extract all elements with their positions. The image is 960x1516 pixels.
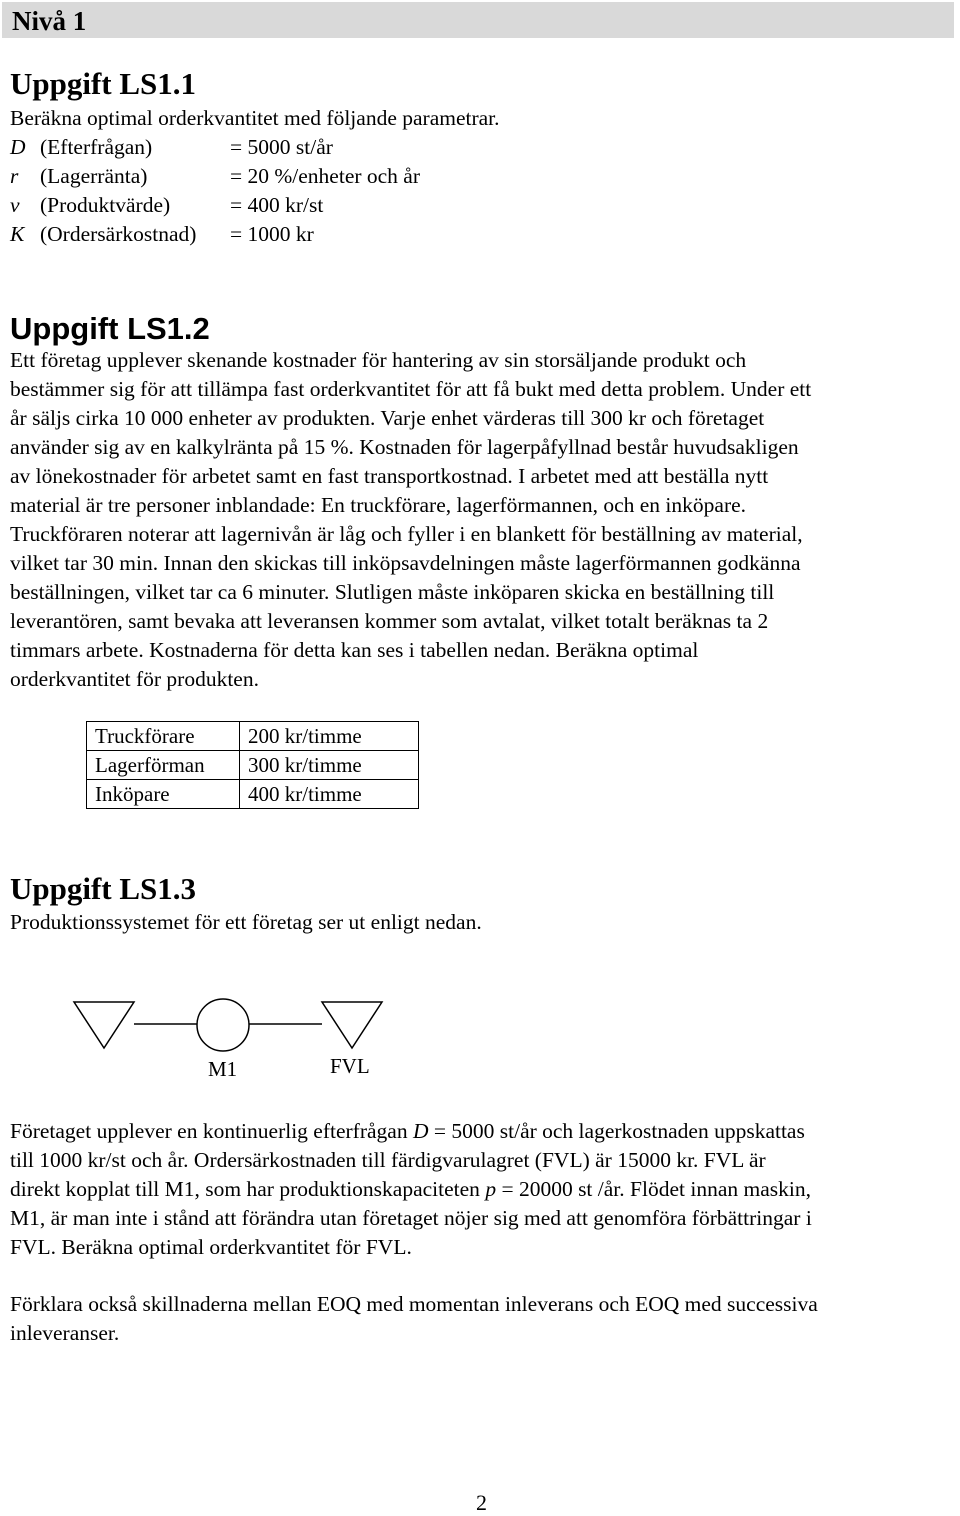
body-line: beställningen, vilket tar ca 6 minuter. Slutligen måste inköparen skicka en beställning till [10,580,775,604]
ls13-intro: Produktionssystemet för ett företag ser ut enligt nedan. [10,910,482,934]
body-line: Förklara också skillnaderna mellan EOQ med momentan inleverans och EOQ med successiva [10,1292,818,1316]
body-line: material är tre personer inblandade: En truckförare, lagerförmannen, och en inköpare. [10,493,747,517]
body-line: direkt kopplat till M1, som har produktionskapaciteten p = 20000 st /år. Flödet innan maskin, [10,1177,811,1201]
param-symbol: D [10,135,26,159]
role-cell: Truckförare [87,722,240,751]
param-value: = 20 %/enheter och år [230,164,421,188]
heading-ls13: Uppgift LS1.3 [10,871,197,906]
raw-stock-triangle-icon [74,1002,134,1048]
rate-cell: 200 kr/timme [240,722,419,751]
role-cell: Inköpare [87,780,240,809]
param-symbol: r [10,164,19,188]
param-row [10,162,420,191]
body-line: av lönekostnader för arbetet samt en fast transportkostnad. I arbetet med att beställa nytt [10,464,769,488]
heading-ls11: Uppgift LS1.1 [10,66,197,101]
fvl-stock-triangle-icon [322,1002,382,1048]
ls11-intro: Beräkna optimal orderkvantitet med följande parametrar. [10,106,500,130]
param-value: = 1000 kr [230,222,314,246]
page-number: 2 [476,1490,487,1515]
param-description: (Lagerränta) [40,164,148,188]
heading-ls12: Uppgift LS1.2 [10,311,210,346]
body-line: till 1000 kr/st och år. Ordersärkostnaden till färdigvarulagret (FVL) är 15000 kr. FVL är [10,1148,766,1172]
body-line: Ett företag upplever skenande kostnader för hantering av sin storsäljande produkt och [10,348,747,372]
table-row [87,780,419,809]
table-row [87,722,419,751]
param-row [10,191,323,220]
body-line: FVL. Beräkna optimal orderkvantitet för FVL. [10,1235,412,1259]
param-value: = 400 kr/st [230,193,324,217]
body-line: Företaget upplever en kontinuerlig efterfrågan D = 5000 st/år och lagerkostnaden uppskattas [10,1119,805,1143]
stock-label: FVL [330,1054,370,1078]
body-line: M1, är man inte i stånd att förändra utan företaget nöjer sig med att genomföra förbättringar i [10,1206,812,1230]
param-description: (Efterfrågan) [40,135,153,159]
level-title: Nivå 1 [2,2,954,38]
param-symbol: v [10,193,20,217]
body-line: använder sig av en kalkylränta på 15 %. Kostnaden för lagerpåfyllnad består huvudsakligen [10,435,799,459]
role-cell: Lagerförman [87,751,240,780]
body-line: vilket tar 30 min. Innan den skickas till inköpsavdelningen måste lagerförmannen godkänna [10,551,801,575]
param-symbol: K [10,222,25,246]
param-description: (Produktvärde) [40,193,171,217]
param-description: (Ordersärkostnad) [40,222,197,246]
param-row [10,133,333,162]
body-line: leverantören, samt bevaka att leveransen kommer som avtalat, vilket totalt beräknas ta 2 [10,609,769,633]
rate-cell: 400 kr/timme [240,780,419,809]
param-value: = 5000 st/år [230,135,333,159]
body-line: timmars arbete. Kostnaderna för detta kan ses i tabellen nedan. Beräkna optimal [10,638,699,662]
production-flow-diagram [60,990,420,1090]
cost-table [86,721,419,809]
rate-cell: 300 kr/timme [240,751,419,780]
body-line: Truckföraren noterar att lagernivån är låg och fyller i en blankett för beställning av material, [10,522,803,546]
body-line: bestämmer sig för att tillämpa fast orderkvantitet för att få bukt med detta problem. Under ett [10,377,812,401]
body-line: år säljs cirka 10 000 enheter av produkten. Varje enhet värderas till 300 kr och företaget [10,406,765,430]
param-row [10,220,314,249]
machine-label: M1 [208,1057,238,1081]
body-line: orderkvantitet för produkten. [10,667,259,691]
machine-circle-icon [197,999,249,1051]
table-row [87,751,419,780]
body-line: inleveranser. [10,1321,120,1345]
